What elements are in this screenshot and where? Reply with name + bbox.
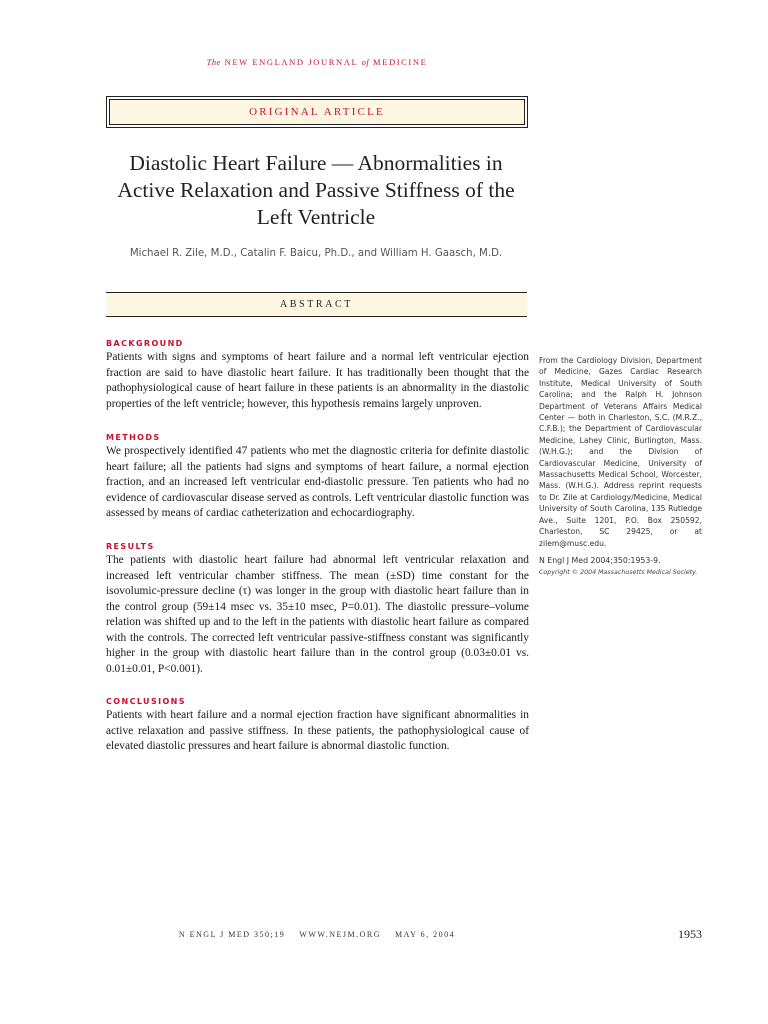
journal-name-part1: NEW ENGLAND JOURNAL [224, 57, 358, 67]
section-text: Patients with signs and symptoms of heart failure and a normal left ventricular ejection fraction are said to have diastolic heart failure. It has traditionally been thought that the pathophysiological cause of heart failure in these patients is an abnormality in the diastolic properties of the left ventricle; however, this hypothesis remains largely unproven. [106, 351, 529, 410]
section-text: Patients with heart failure and a normal ejection fraction have significant abnormalities in active relaxation and passive stiffness. In these patients, the pathophysiological cause of elevated diastolic pressures and heart failure is abnormal diastolic function. [106, 709, 529, 752]
journal-of: of [361, 57, 370, 67]
author-affiliations: From the Cardiology Division, Department of Medicine, Gazes Cardiac Research Institute, Medical University of South Carolina; and the Ralph H. Johnson Department of Veterans Affairs Medical Center — both in Charleston, S.C. (M.R.Z., C.F.B.); the Department of Cardiovascular Medicine, Lahey Clinic, Burlington, Mass. (W.H.G.); and the Division of Cardiovascular Medicine, University of Massachusetts Medical School, Worcester, Mass. (W.H.G.). Address reprint requests to Dr. Zile at Cardiology/Medicine, Medical University of South Carolina, 135 Rutledge Ave., Suite 1201, P.O. Box 250592, Charleston, SC 29425, or at zilem@musc.edu. [539, 356, 702, 548]
section-heading: CONCLUSIONS [106, 697, 186, 706]
journal-running-head [0, 57, 634, 67]
section-heading: RESULTS [106, 542, 155, 551]
article-type-banner [106, 96, 528, 128]
page-footer [0, 930, 634, 939]
footer-website: WWW.NEJM.ORG [299, 930, 381, 939]
abstract-section-methods [106, 433, 529, 522]
section-heading: METHODS [106, 433, 161, 442]
journal-name-part2: MEDICINE [373, 57, 428, 67]
author-list: Michael R. Zile, M.D., Catalin F. Baicu, Ph.D., and William H. Gaasch, M.D. [129, 248, 503, 259]
journal-prefix: The [206, 57, 221, 67]
section-heading: BACKGROUND [106, 339, 184, 348]
copyright-notice: Copyright © 2004 Massachusetts Medical Society. [539, 569, 698, 576]
abstract-banner [106, 292, 527, 317]
section-text: We prospectively identified 47 patients who met the diagnostic criteria for definite diastolic heart failure; all the patients had signs and symptoms of heart failure, a normal ejection fraction, and an increased left ventricular end-diastolic pressure. Ten patients who had no evidence of cardiovascular disease served as controls. Left ventricular diastolic function was assessed by means of cardiac catheterization and echocardiography. [106, 445, 529, 519]
abstract-section-conclusions [106, 697, 529, 755]
footer-date: MAY 6, 2004 [394, 930, 456, 939]
section-text: The patients with diastolic heart failure had abnormal left ventricular relaxation and increased left ventricular chamber stiffness. The mean (±SD) time constant for the isovolumic-pressure decline (τ) was longer in the group with diastolic heart failure than in the control group (59±14 msec vs. 35±10 msec, P=0.01). The diastolic pressure–volume relation was shifted up and to the left in the patients with diastolic heart failure as compared with the controls. The corrected left ventricular passive-stiffness constant was significantly higher in the group with diastolic heart failure than in the control group (0.03±0.01 vs. 0.01±0.01, P<0.001). [106, 554, 529, 675]
article-type-label: ORIGINAL ARTICLE [249, 106, 385, 118]
article-title: Diastolic Heart Failure — Abnormalities in Active Relaxation and Passive Stiffness of the Left Ventricle [117, 151, 515, 229]
abstract-section-background [106, 339, 529, 412]
footer-journal: N ENGL J MED 350;19 [178, 930, 286, 939]
page-number: 1953 [678, 927, 702, 941]
abstract-heading: ABSTRACT [279, 299, 354, 310]
citation: N Engl J Med 2004;350:1953-9. [539, 556, 661, 565]
abstract-section-results [106, 542, 529, 677]
